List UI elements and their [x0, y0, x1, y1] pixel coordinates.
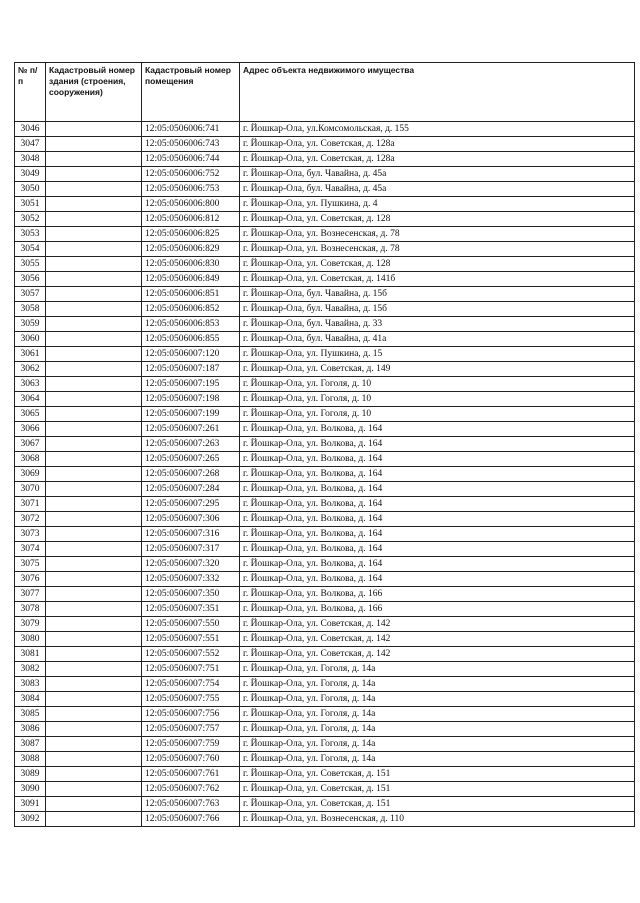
cell-premises-cadastral: 12:05:0506006:855 [142, 332, 240, 347]
cell-address: г. Йошкар-Ола, бул. Чавайна, д. 15б [240, 287, 635, 302]
cell-address: г. Йошкар-Ола, ул. Волкова, д. 164 [240, 572, 635, 587]
table-row [15, 167, 635, 182]
cell-address: г. Йошкар-Ола, ул. Советская, д. 142 [240, 647, 635, 662]
table-header [15, 63, 635, 122]
cell-num: 3089 [15, 767, 46, 782]
cell-num: 3051 [15, 197, 46, 212]
cell-address: г. Йошкар-Ола, ул. Пушкина, д. 15 [240, 347, 635, 362]
cell-num: 3074 [15, 542, 46, 557]
cell-num: 3056 [15, 272, 46, 287]
table-row [15, 692, 635, 707]
table-row [15, 497, 635, 512]
cell-num: 3082 [15, 662, 46, 677]
cell-building-cadastral [46, 257, 142, 272]
table-row [15, 362, 635, 377]
cell-premises-cadastral: 12:05:0506006:851 [142, 287, 240, 302]
cell-num: 3059 [15, 317, 46, 332]
cell-address: г. Йошкар-Ола, ул. Гоголя, д. 14а [240, 722, 635, 737]
header-building-cadastral: Кадастровый номер здания (строения, сооружения) [46, 63, 142, 122]
cell-address: г. Йошкар-Ола, ул. Вознесенская, д. 110 [240, 812, 635, 827]
cell-building-cadastral [46, 677, 142, 692]
cell-building-cadastral [46, 617, 142, 632]
cell-premises-cadastral: 12:05:0506006:830 [142, 257, 240, 272]
cell-num: 3052 [15, 212, 46, 227]
table-row [15, 617, 635, 632]
cell-building-cadastral [46, 482, 142, 497]
cell-building-cadastral [46, 407, 142, 422]
cell-address: г. Йошкар-Ола, ул. Советская, д. 128а [240, 152, 635, 167]
cell-address: г. Йошкар-Ола, ул. Гоголя, д. 10 [240, 377, 635, 392]
cell-address: г. Йошкар-Ола, ул. Советская, д. 128 [240, 212, 635, 227]
cell-address: г. Йошкар-Ола, ул. Гоголя, д. 14а [240, 707, 635, 722]
cell-address: г. Йошкар-Ола, ул. Гоголя, д. 14а [240, 752, 635, 767]
cell-num: 3060 [15, 332, 46, 347]
cell-num: 3087 [15, 737, 46, 752]
cell-num: 3046 [15, 122, 46, 137]
cell-num: 3092 [15, 812, 46, 827]
cell-premises-cadastral: 12:05:0506006:743 [142, 137, 240, 152]
cell-building-cadastral [46, 332, 142, 347]
cell-address: г. Йошкар-Ола, ул. Вознесенская, д. 78 [240, 242, 635, 257]
table-row [15, 317, 635, 332]
header-address: Адрес объекта недвижимого имущества [240, 63, 635, 122]
table-body [15, 122, 635, 827]
cell-building-cadastral [46, 782, 142, 797]
table-row [15, 332, 635, 347]
table-row [15, 542, 635, 557]
cell-address: г. Йошкар-Ола, ул. Советская, д. 151 [240, 782, 635, 797]
cell-premises-cadastral: 12:05:0506007:757 [142, 722, 240, 737]
cell-address: г. Йошкар-Ола, ул. Советская, д. 151 [240, 767, 635, 782]
cell-num: 3086 [15, 722, 46, 737]
cell-premises-cadastral: 12:05:0506007:316 [142, 527, 240, 542]
cell-premises-cadastral: 12:05:0506007:754 [142, 677, 240, 692]
property-table [14, 62, 635, 827]
cell-address: г. Йошкар-Ола, ул. Советская, д. 142 [240, 632, 635, 647]
cell-building-cadastral [46, 707, 142, 722]
table-row [15, 212, 635, 227]
cell-num: 3049 [15, 167, 46, 182]
cell-building-cadastral [46, 767, 142, 782]
cell-address: г. Йошкар-Ола, ул. Советская, д. 141б [240, 272, 635, 287]
cell-building-cadastral [46, 602, 142, 617]
table-row [15, 602, 635, 617]
table-row [15, 752, 635, 767]
cell-num: 3063 [15, 377, 46, 392]
cell-building-cadastral [46, 572, 142, 587]
table-row [15, 152, 635, 167]
table-row [15, 122, 635, 137]
cell-address: г. Йошкар-Ола, ул. Гоголя, д. 10 [240, 407, 635, 422]
table-row [15, 467, 635, 482]
cell-num: 3084 [15, 692, 46, 707]
cell-premises-cadastral: 12:05:0506007:263 [142, 437, 240, 452]
cell-num: 3065 [15, 407, 46, 422]
cell-premises-cadastral: 12:05:0506007:317 [142, 542, 240, 557]
cell-building-cadastral [46, 287, 142, 302]
cell-num: 3081 [15, 647, 46, 662]
cell-building-cadastral [46, 452, 142, 467]
cell-num: 3050 [15, 182, 46, 197]
cell-num: 3070 [15, 482, 46, 497]
cell-premises-cadastral: 12:05:0506007:295 [142, 497, 240, 512]
table-row [15, 407, 635, 422]
cell-premises-cadastral: 12:05:0506006:849 [142, 272, 240, 287]
cell-address: г. Йошкар-Ола, ул.Комсомольская, д. 155 [240, 122, 635, 137]
table-row [15, 737, 635, 752]
cell-premises-cadastral: 12:05:0506007:120 [142, 347, 240, 362]
cell-building-cadastral [46, 302, 142, 317]
cell-num: 3066 [15, 422, 46, 437]
table-row [15, 647, 635, 662]
table-row [15, 197, 635, 212]
cell-premises-cadastral: 12:05:0506006:852 [142, 302, 240, 317]
cell-address: г. Йошкар-Ола, ул. Волкова, д. 164 [240, 437, 635, 452]
cell-building-cadastral [46, 542, 142, 557]
cell-premises-cadastral: 12:05:0506007:760 [142, 752, 240, 767]
cell-building-cadastral [46, 527, 142, 542]
cell-address: г. Йошкар-Ола, ул. Волкова, д. 164 [240, 542, 635, 557]
cell-premises-cadastral: 12:05:0506006:825 [142, 227, 240, 242]
cell-num: 3077 [15, 587, 46, 602]
table-row [15, 707, 635, 722]
cell-building-cadastral [46, 647, 142, 662]
cell-building-cadastral [46, 812, 142, 827]
cell-num: 3047 [15, 137, 46, 152]
cell-building-cadastral [46, 662, 142, 677]
cell-address: г. Йошкар-Ола, ул. Советская, д. 151 [240, 797, 635, 812]
table-row [15, 482, 635, 497]
cell-building-cadastral [46, 377, 142, 392]
cell-building-cadastral [46, 722, 142, 737]
table-row [15, 527, 635, 542]
cell-address: г. Йошкар-Ола, ул. Волкова, д. 164 [240, 467, 635, 482]
cell-premises-cadastral: 12:05:0506007:199 [142, 407, 240, 422]
cell-building-cadastral [46, 167, 142, 182]
cell-premises-cadastral: 12:05:0506006:744 [142, 152, 240, 167]
table-row [15, 797, 635, 812]
cell-premises-cadastral: 12:05:0506006:829 [142, 242, 240, 257]
cell-premises-cadastral: 12:05:0506007:195 [142, 377, 240, 392]
cell-num: 3068 [15, 452, 46, 467]
cell-num: 3085 [15, 707, 46, 722]
cell-num: 3048 [15, 152, 46, 167]
cell-address: г. Йошкар-Ола, ул. Волкова, д. 166 [240, 587, 635, 602]
cell-num: 3072 [15, 512, 46, 527]
cell-premises-cadastral: 12:05:0506006:752 [142, 167, 240, 182]
cell-address: г. Йошкар-Ола, ул. Гоголя, д. 14а [240, 662, 635, 677]
cell-address: г. Йошкар-Ола, бул. Чавайна, д. 45а [240, 182, 635, 197]
cell-building-cadastral [46, 497, 142, 512]
cell-premises-cadastral: 12:05:0506007:751 [142, 662, 240, 677]
cell-premises-cadastral: 12:05:0506007:268 [142, 467, 240, 482]
cell-premises-cadastral: 12:05:0506007:552 [142, 647, 240, 662]
cell-address: г. Йошкар-Ола, ул. Советская, д. 128а [240, 137, 635, 152]
table-row [15, 287, 635, 302]
cell-building-cadastral [46, 137, 142, 152]
cell-premises-cadastral: 12:05:0506007:332 [142, 572, 240, 587]
cell-premises-cadastral: 12:05:0506007:551 [142, 632, 240, 647]
cell-premises-cadastral: 12:05:0506007:763 [142, 797, 240, 812]
cell-address: г. Йошкар-Ола, ул. Волкова, д. 166 [240, 602, 635, 617]
header-row [15, 63, 635, 122]
table-row [15, 632, 635, 647]
cell-premises-cadastral: 12:05:0506007:761 [142, 767, 240, 782]
cell-premises-cadastral: 12:05:0506007:261 [142, 422, 240, 437]
table-row [15, 302, 635, 317]
cell-num: 3080 [15, 632, 46, 647]
cell-premises-cadastral: 12:05:0506007:351 [142, 602, 240, 617]
table-row [15, 557, 635, 572]
cell-address: г. Йошкар-Ола, бул. Чавайна, д. 41а [240, 332, 635, 347]
cell-building-cadastral [46, 242, 142, 257]
table-row [15, 782, 635, 797]
table-row [15, 452, 635, 467]
cell-premises-cadastral: 12:05:0506006:800 [142, 197, 240, 212]
cell-address: г. Йошкар-Ола, бул. Чавайна, д. 33 [240, 317, 635, 332]
table-row [15, 512, 635, 527]
cell-num: 3061 [15, 347, 46, 362]
header-premises-cadastral: Кадастровый номер помещения [142, 63, 240, 122]
cell-building-cadastral [46, 512, 142, 527]
cell-premises-cadastral: 12:05:0506006:853 [142, 317, 240, 332]
table-row [15, 257, 635, 272]
cell-address: г. Йошкар-Ола, ул. Волкова, д. 164 [240, 497, 635, 512]
table-row [15, 182, 635, 197]
cell-address: г. Йошкар-Ола, бул. Чавайна, д. 45а [240, 167, 635, 182]
cell-address: г. Йошкар-Ола, ул. Гоголя, д. 14а [240, 737, 635, 752]
table-row [15, 587, 635, 602]
cell-num: 3078 [15, 602, 46, 617]
table-row [15, 272, 635, 287]
cell-premises-cadastral: 12:05:0506006:753 [142, 182, 240, 197]
cell-num: 3064 [15, 392, 46, 407]
cell-address: г. Йошкар-Ола, ул. Гоголя, д. 10 [240, 392, 635, 407]
table-row [15, 377, 635, 392]
cell-address: г. Йошкар-Ола, ул. Волкова, д. 164 [240, 452, 635, 467]
cell-premises-cadastral: 12:05:0506007:187 [142, 362, 240, 377]
table-row [15, 812, 635, 827]
cell-num: 3090 [15, 782, 46, 797]
cell-num: 3053 [15, 227, 46, 242]
table-row [15, 347, 635, 362]
cell-num: 3079 [15, 617, 46, 632]
cell-premises-cadastral: 12:05:0506007:265 [142, 452, 240, 467]
cell-num: 3062 [15, 362, 46, 377]
cell-premises-cadastral: 12:05:0506007:755 [142, 692, 240, 707]
table-row [15, 437, 635, 452]
cell-premises-cadastral: 12:05:0506007:550 [142, 617, 240, 632]
cell-address: г. Йошкар-Ола, ул. Вознесенская, д. 78 [240, 227, 635, 242]
table-row [15, 392, 635, 407]
cell-num: 3071 [15, 497, 46, 512]
cell-address: г. Йошкар-Ола, ул. Пушкина, д. 4 [240, 197, 635, 212]
cell-premises-cadastral: 12:05:0506006:812 [142, 212, 240, 227]
cell-building-cadastral [46, 182, 142, 197]
cell-address: г. Йошкар-Ола, ул. Советская, д. 142 [240, 617, 635, 632]
cell-building-cadastral [46, 392, 142, 407]
cell-num: 3083 [15, 677, 46, 692]
table-row [15, 422, 635, 437]
cell-premises-cadastral: 12:05:0506007:350 [142, 587, 240, 602]
cell-building-cadastral [46, 212, 142, 227]
cell-address: г. Йошкар-Ола, ул. Волкова, д. 164 [240, 482, 635, 497]
cell-num: 3055 [15, 257, 46, 272]
table-row [15, 227, 635, 242]
cell-premises-cadastral: 12:05:0506007:766 [142, 812, 240, 827]
cell-num: 3076 [15, 572, 46, 587]
cell-building-cadastral [46, 557, 142, 572]
header-num: № п/п [15, 63, 46, 122]
cell-building-cadastral [46, 422, 142, 437]
cell-premises-cadastral: 12:05:0506006:741 [142, 122, 240, 137]
table-row [15, 572, 635, 587]
cell-building-cadastral [46, 152, 142, 167]
cell-address: г. Йошкар-Ола, ул. Советская, д. 149 [240, 362, 635, 377]
table-row [15, 242, 635, 257]
cell-num: 3067 [15, 437, 46, 452]
cell-building-cadastral [46, 752, 142, 767]
cell-building-cadastral [46, 632, 142, 647]
cell-building-cadastral [46, 737, 142, 752]
cell-address: г. Йошкар-Ола, ул. Волкова, д. 164 [240, 527, 635, 542]
table-row [15, 662, 635, 677]
cell-num: 3057 [15, 287, 46, 302]
cell-building-cadastral [46, 692, 142, 707]
cell-premises-cadastral: 12:05:0506007:762 [142, 782, 240, 797]
cell-building-cadastral [46, 467, 142, 482]
cell-building-cadastral [46, 362, 142, 377]
cell-building-cadastral [46, 797, 142, 812]
cell-num: 3075 [15, 557, 46, 572]
table-row [15, 137, 635, 152]
cell-num: 3073 [15, 527, 46, 542]
cell-address: г. Йошкар-Ола, ул. Советская, д. 128 [240, 257, 635, 272]
table-row [15, 722, 635, 737]
cell-building-cadastral [46, 437, 142, 452]
cell-premises-cadastral: 12:05:0506007:759 [142, 737, 240, 752]
cell-building-cadastral [46, 227, 142, 242]
cell-premises-cadastral: 12:05:0506007:198 [142, 392, 240, 407]
cell-num: 3054 [15, 242, 46, 257]
cell-num: 3088 [15, 752, 46, 767]
table-row [15, 677, 635, 692]
cell-address: г. Йошкар-Ола, ул. Волкова, д. 164 [240, 557, 635, 572]
cell-building-cadastral [46, 197, 142, 212]
cell-building-cadastral [46, 272, 142, 287]
cell-premises-cadastral: 12:05:0506007:756 [142, 707, 240, 722]
cell-address: г. Йошкар-Ола, ул. Волкова, д. 164 [240, 512, 635, 527]
cell-num: 3069 [15, 467, 46, 482]
cell-building-cadastral [46, 122, 142, 137]
cell-address: г. Йошкар-Ола, ул. Гоголя, д. 14а [240, 677, 635, 692]
cell-address: г. Йошкар-Ола, ул. Гоголя, д. 14а [240, 692, 635, 707]
cell-address: г. Йошкар-Ола, бул. Чавайна, д. 15б [240, 302, 635, 317]
cell-premises-cadastral: 12:05:0506007:284 [142, 482, 240, 497]
cell-building-cadastral [46, 587, 142, 602]
table-row [15, 767, 635, 782]
cell-building-cadastral [46, 347, 142, 362]
cell-num: 3091 [15, 797, 46, 812]
cell-num: 3058 [15, 302, 46, 317]
cell-address: г. Йошкар-Ола, ул. Волкова, д. 164 [240, 422, 635, 437]
cell-premises-cadastral: 12:05:0506007:306 [142, 512, 240, 527]
cell-premises-cadastral: 12:05:0506007:320 [142, 557, 240, 572]
cell-building-cadastral [46, 317, 142, 332]
